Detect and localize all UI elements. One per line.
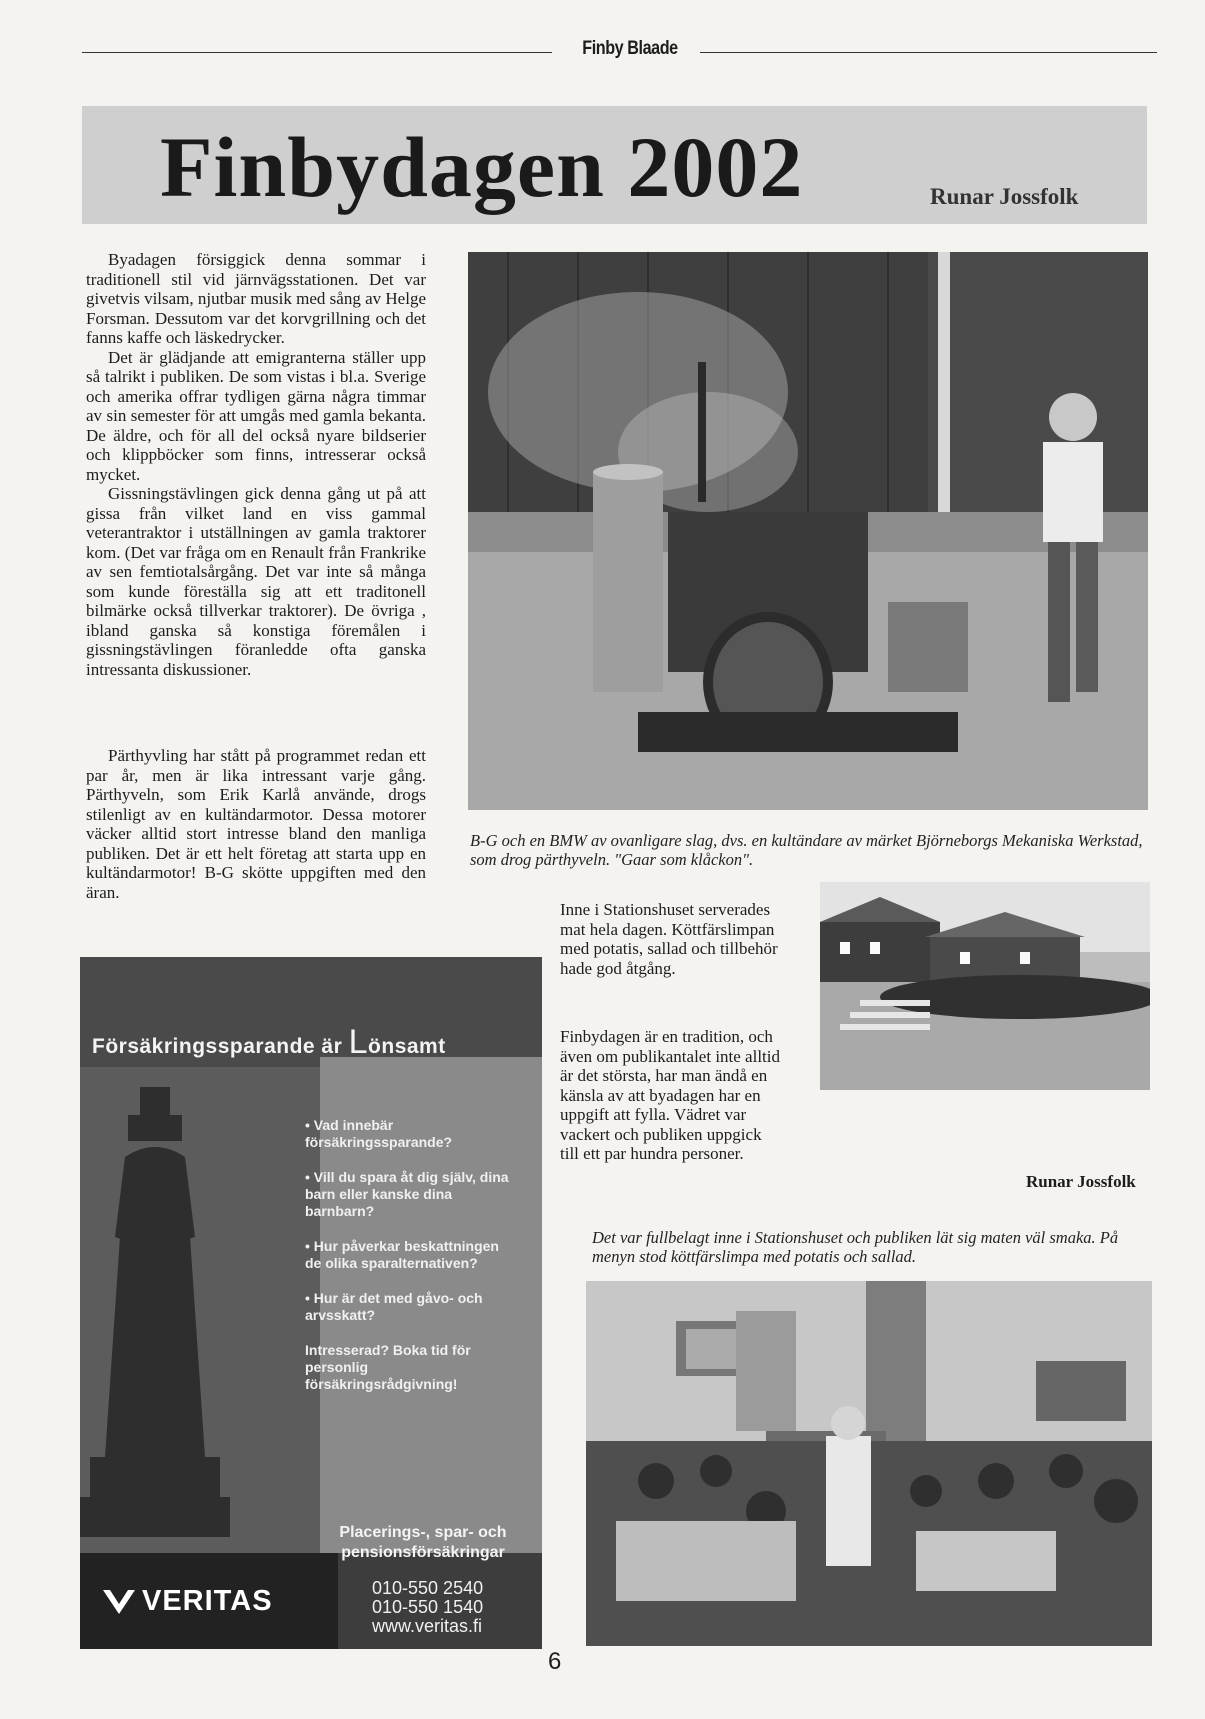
ad-product-line: Placerings-, spar- och pensionsförsäkringar: [339, 1524, 507, 1561]
article-body-column-2: [86, 746, 426, 902]
dining-photo: [586, 1281, 1152, 1646]
ad-phone-2[interactable]: 010-550 1540: [372, 1597, 484, 1617]
ad-contact-block: [372, 1579, 483, 1636]
masthead: Finby Blaade: [582, 38, 678, 59]
author-signature: Runar Jossfolk: [1026, 1172, 1136, 1191]
veritas-brand: VERITAS: [142, 1585, 273, 1617]
veritas-logo: [102, 1585, 273, 1618]
ad-bullet-item: • Hur är det med gåvo- och arvsskatt?: [305, 1290, 483, 1323]
ad-headline-part-2: ande är: [264, 1035, 343, 1058]
paragraph-parthyvling: Pärthyvling har stått på programmet redan ett par år, men är lika intressant varje gång. Pärthyveln, som Erik Karlå använde, drogs stilenligt av en kultändarmotor. Dessa motorer väcker alltid stort intresse bland den manliga publiken. Det är ett helt företag att starta upp en kultändarmotor! B-G skötte uppgiften med den äran.: [86, 746, 426, 902]
ad-headline-letter: L: [348, 1023, 369, 1061]
ad-cta: Intresserad? Boka tid för personlig försäkringsrådgivning!: [305, 1342, 471, 1392]
article-body-column: [86, 250, 426, 679]
paragraph-emigrants: Det är glädjande att emigranterna ställer upp så talrikt i publiken. De som vistas i bl.a. Sverige och amerika offrar tydligen gärna några timmar av sin semester för att umgås med gamla bekanta. De äldre, och för all del också nyare bildserier och klippböcker som finns, intresserar också mycket.: [86, 347, 426, 484]
ad-bullet-item: • Vad innebär försäkringssparande?: [305, 1117, 453, 1150]
veritas-v-icon: [102, 1589, 136, 1615]
ad-bullet-list: [305, 1117, 510, 1393]
ad-headline: [92, 1023, 446, 1062]
ad-phone-1[interactable]: 010-550 2540: [372, 1578, 484, 1598]
article-title: Finbydagen 2002: [160, 119, 804, 215]
engine-photo-caption: B-G och en BMW av ovanligare slag, dvs. en kultändare av märket Björneborgs Mekaniska Werkstad, som drog pärthyveln. "Gaar som klåckon".: [470, 831, 1143, 869]
ad-headline-part-1: Försäkringsspar: [92, 1035, 265, 1058]
ad-website-link[interactable]: www.veritas.fi: [372, 1616, 483, 1636]
veritas-advertisement[interactable]: [80, 957, 542, 1649]
dining-photo-caption: Det var fullbelagt inne i Stationshuset och publiken lät sig maten väl smaka. På menyn stod köttfärslimpa med potatis och sallad.: [592, 1228, 1119, 1266]
header-rule-left: [82, 52, 552, 53]
engine-photo: [468, 252, 1148, 810]
dining-photo-image: [586, 1281, 1152, 1646]
veritas-logo-mark: [102, 1589, 136, 1615]
paragraph-finbydagen: Finbydagen är en tradition, och även om publikantalet inte alltid är det största, har man ändå en känsla av att byadagen har en uppgift att fylla. Vädret var vackert och publiken uppgick till ett par hundra personer.: [560, 1027, 780, 1163]
paragraph-guessing: Gissningstävlingen gick denna gång ut på att gissa från vilket land en viss gammal veterantraktor i utställningen av gamla traktorer kom. (Det var fråga om en Renault från Frankrike av sen femtiotalsårgång. Det var inte så många som kunde föreställa sig att ett traditonell bilmärke också tillverkar traktorer). De övriga , ibland ganska så konstiga föremålen i gissningstävlingen föranledde ofta ganska intressanta diskussioner.: [86, 484, 426, 679]
author-byline: Runar Jossfolk: [930, 184, 1079, 209]
finbydagen-paragraph-block: [560, 1027, 1150, 1164]
inne-paragraph-block: [560, 900, 786, 978]
ad-headline-part-3: önsamt: [368, 1035, 446, 1058]
ad-bullet-item: • Vill du spara åt dig själv, dina barn eller kanske dina barnbarn?: [305, 1169, 509, 1219]
page-number: 6: [548, 1648, 562, 1675]
engine-photo-image: [468, 252, 1148, 810]
paragraph-intro: Byadagen försiggick denna sommar i traditionell stil vid järnvägsstationen. Det var givetvis vilsam, njutbar musik med sång av Helge Forsman. Dessutom var det korvgrillning och det fanns kaffe och läskedrycker.: [86, 250, 426, 347]
paragraph-inne: Inne i Stationshuset serverades mat hela dagen. Köttfärslimpan med potatis, sallad och tillbehör hade god åtgång.: [560, 900, 778, 978]
header-rule-right: [700, 52, 1157, 53]
ad-bullet-item: • Hur påverkar beskattningen de olika sparalternativen?: [305, 1238, 499, 1271]
